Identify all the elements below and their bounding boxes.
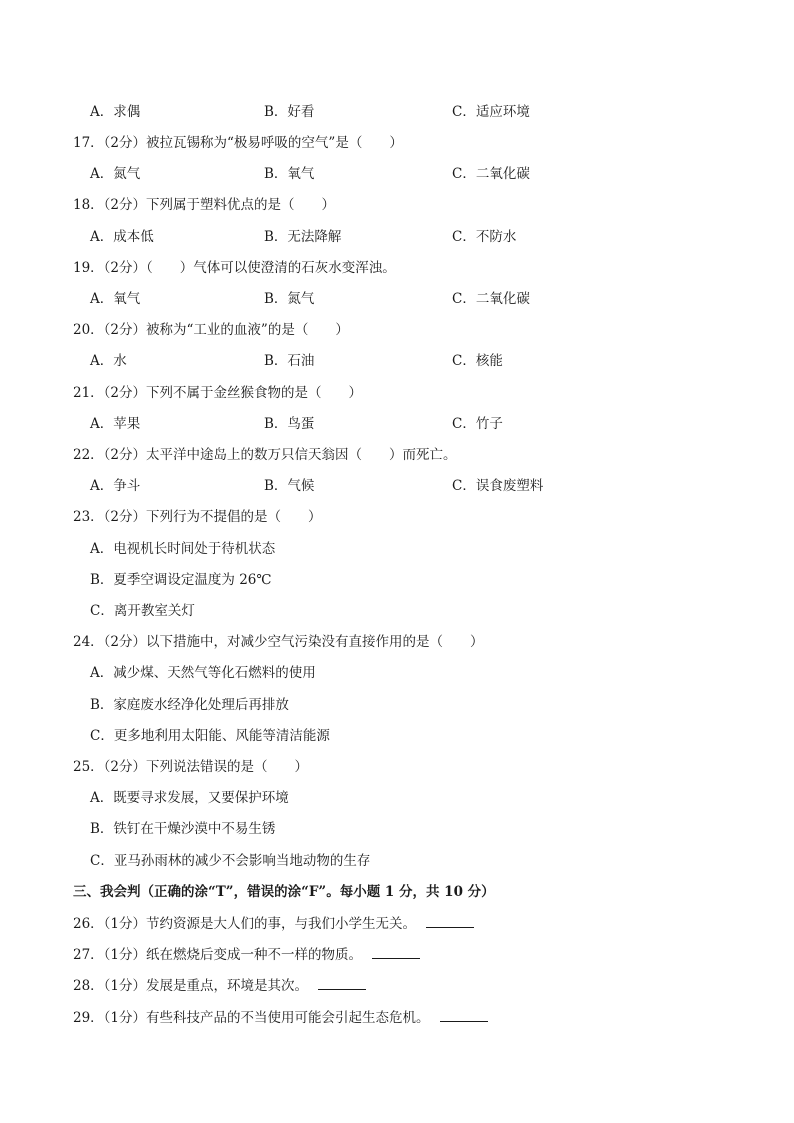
question-28-stem: 28．（1分）发展是重点，环境是其次。 [73,978,309,994]
answer-blank[interactable] [440,1008,488,1022]
option-c: C．竹子 [452,416,503,432]
question-23-stem: 23．（2分）下列行为不提倡的是（ ） [73,509,322,525]
option-a: A．水 [90,353,127,369]
question-20-stem: 20．（2分）被称为“工业的血液”的是（ ） [73,322,349,338]
option-b: B．氮气 [264,291,315,307]
question-26 [73,914,474,933]
question-24-stem: 24．（2分）以下措施中，对减少空气污染没有直接作用的是（ ） [73,634,484,650]
option-a: A．苹果 [90,416,141,432]
question-24-option-c: C．更多地利用太阳能、风能等清洁能源 [90,728,330,744]
option-a: A．氧气 [90,291,141,307]
question-29-stem: 29．（1分）有些科技产品的不当使用可能会引起生态危机。 [73,1010,430,1026]
question-19-stem: 19．（2分）（ ）气体可以使澄清的石灰水变浑浊。 [73,260,396,276]
question-24-option-a: A．减少煤、天然气等化石燃料的使用 [90,665,316,681]
option-c: C．二氧化碳 [452,166,530,182]
question-22-stem: 22．（2分）太平洋中途岛上的数万只信天翁因（ ）而死亡。 [73,447,457,463]
question-26-stem: 26．（1分）节约资源是大人们的事，与我们小学生无关。 [73,916,417,932]
option-c: C．不防水 [452,229,517,245]
question-24-option-b: B．家庭废水经净化处理后再排放 [90,697,289,713]
question-27 [73,945,420,964]
question-23-option-a: A．电视机长时间处于待机状态 [90,541,276,557]
question-23-option-c: C．离开教室关灯 [90,603,195,619]
option-a: A．成本低 [90,229,154,245]
option-c: C．适应环境 [452,104,530,120]
option-b: B．无法降解 [264,229,342,245]
option-b: B．鸟蛋 [264,416,315,432]
question-25-option-b: B．铁钉在干燥沙漠中不易生锈 [90,821,276,837]
section-3-heading: 三、我会判（正确的涂“T”，错误的涂“F”。每小题 1 分，共 10 分） [73,884,495,900]
option-a: A．争斗 [90,478,141,494]
question-25-option-a: A．既要寻求发展，又要保护环境 [90,790,289,806]
question-29 [73,1008,488,1027]
option-a: A．氮气 [90,166,141,182]
option-b: B．气候 [264,478,315,494]
option-c: C．误食废塑料 [452,478,544,494]
question-25-stem: 25．（2分）下列说法错误的是（ ） [73,759,309,775]
question-27-stem: 27．（1分）纸在燃烧后变成一种不一样的物质。 [73,947,363,963]
option-a: A．求偶 [90,104,141,120]
question-18-stem: 18．（2分）下列属于塑料优点的是（ ） [73,197,336,213]
option-c: C．二氧化碳 [452,291,530,307]
option-b: B．氧气 [264,166,315,182]
question-23-option-b: B．夏季空调设定温度为 26℃ [90,572,272,588]
answer-blank[interactable] [372,945,420,959]
question-17-stem: 17．（2分）被拉瓦锡称为“极易呼吸的空气”是（ ） [73,135,403,151]
answer-blank[interactable] [318,976,366,990]
question-21-stem: 21．（2分）下列不属于金丝猴食物的是（ ） [73,385,363,401]
answer-blank[interactable] [426,914,474,928]
option-b: B．石油 [264,353,315,369]
question-25-option-c: C．亚马孙雨林的减少不会影响当地动物的生存 [90,853,371,869]
question-28 [73,976,366,995]
option-c: C．核能 [452,353,503,369]
option-b: B．好看 [264,104,315,120]
